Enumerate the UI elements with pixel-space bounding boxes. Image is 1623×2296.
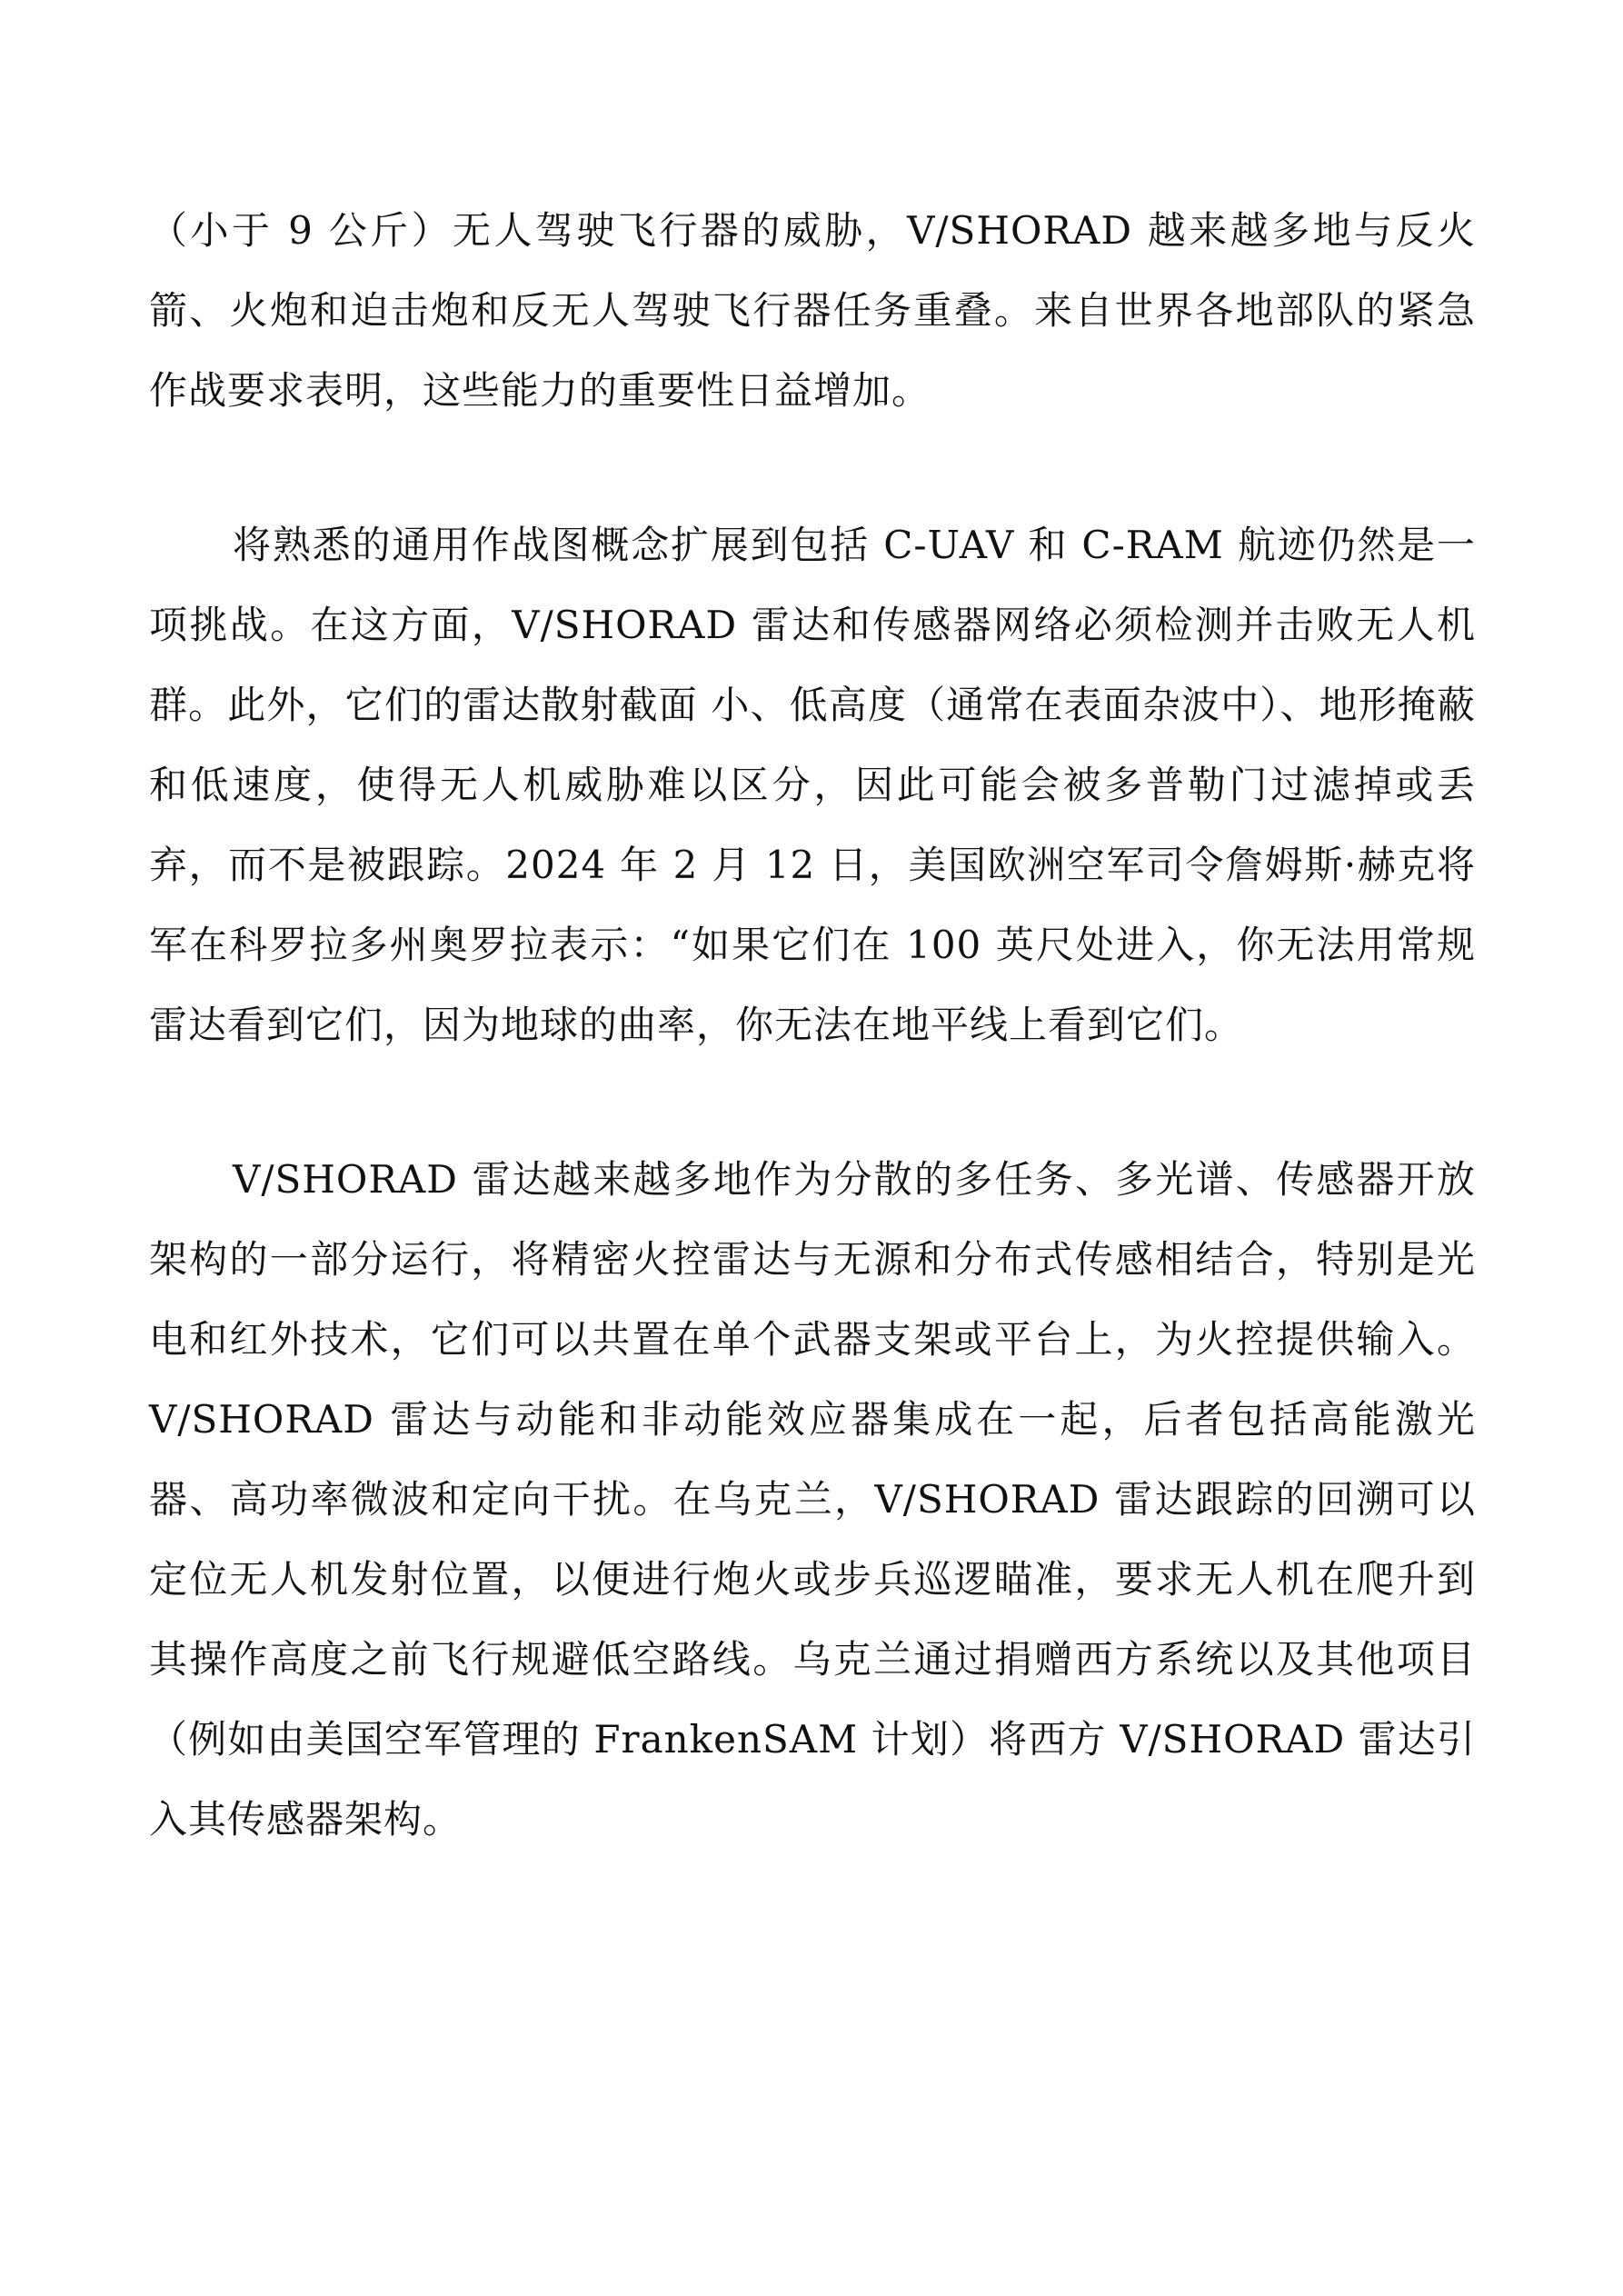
paragraph-sensor-architecture: V/SHORAD 雷达越来越多地作为分散的多任务、多光谱、传感器开放架构的一部分运行，将精密火控雷达与无源和分布式传感相结合，特别是光电和红外技术，它们可以共置在单个武器支架或平台上，为火控提供输入。V/SHORAD 雷达与动能和非动能效应器集成在一起，后者包括高能激光器、高功率微波和定向干扰。在乌克兰，V/SHORAD 雷达跟踪的回溯可以定位无人机发射位置，以便进行炮火或步兵巡逻瞄准，要求无人机在爬升到其操作高度之前飞行规避低空路线。乌克兰通过捐赠西方系统以及其他项目（例如由美国空军管理的 FrankenSAM 计划）将西方 V/SHORAD 雷达引入其传感器架构。 <box>149 1157 1476 1842</box>
body-text <box>149 191 1476 1860</box>
paragraph-continuation: （小于 9 公斤）无人驾驶飞行器的威胁，V/SHORAD 越来越多地与反火箭、火炮和迫击炮和反无人驾驶飞行器任务重叠。来自世界各地部队的紧急作战要求表明，这些能力的重要性日益增加。 <box>149 208 1476 413</box>
paragraph-c-uav-tracking: 将熟悉的通用作战图概念扩展到包括 C-UAV 和 C-RAM 航迹仍然是一项挑战。在这方面，V/SHORAD 雷达和传感器网络必须检测并击败无人机群。此外，它们的雷达散射截面 小、低高度（通常在表面杂波中）、地形掩蔽和低速度，使得无人机威胁难以区分，因此可能会被多普勒门过滤掉或丢弃，而不是被跟踪。2024 年 2 月 12 日，美国欧洲空军司令詹姆斯·赫克将军在科罗拉多州奥罗拉表示：“如果它们在 100 英尺处进入，你无法用常规雷达看到它们，因为地球的曲率，你无法在地平线上看到它们。 <box>149 523 1476 1047</box>
